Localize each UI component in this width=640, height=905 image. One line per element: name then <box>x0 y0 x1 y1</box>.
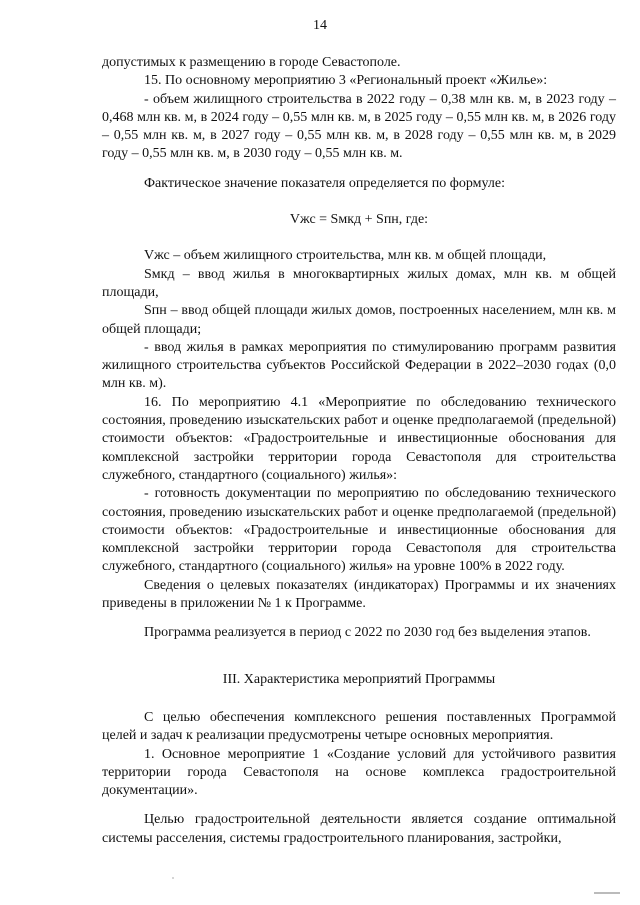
paragraph-period: Программа реализуется в период с 2022 по 2030 год без выделения этапов. <box>144 625 591 641</box>
paragraph-item-15: 15. По основному мероприятию 3 «Региональный проект «Жилье»: <box>144 73 548 89</box>
paragraph-indicators: Сведения о целевых показателях (индикаторах) Программы и их значениях приведены в приложении № 1 к Программе. <box>102 577 616 612</box>
paragraph-goal: Целью градостроительной деятельности является создание оптимальной системы расселения, системы градостроительного планирования, застройки, <box>102 812 616 846</box>
scan-mark <box>594 892 620 894</box>
paragraph-def-spn: Sпн – ввод общей площади жилых домов, построенных населением, млн кв. м общей площади; <box>102 303 616 337</box>
formula: Vжс = Sмкд + Sпн, где: <box>289 212 429 228</box>
paragraph-readiness: - готовность документации по мероприятию по обследованию технического состояния, проведению изыскательских работ и оценке предполагаемой (предельной) стоимости объектов: «Градостроительные и инвестиционные обоснования для комплексной застройки территории города Севастополя для строительства служебного, стандартного (социального) жилья» на уровне 100% в 2022 году. <box>102 486 616 575</box>
section-heading: III. Характеристика мероприятий Программы <box>222 671 496 687</box>
paragraph-continuation: допустимых к размещению в городе Севастополе. <box>102 55 401 70</box>
paragraph-housing-volume: - объем жилищного строительства в 2022 году – 0,38 млн кв. м, в 2023 году – 0,468 млн кв. м, в 2024 году – 0,55 млн кв. м, в 2025 году – 0,55 млн кв. м, в 2026 году – 0,55 млн кв. м, в 2027 году – 0,55 млн кв. м, в 2028 году – 0,55 млн кв. м, в 2029 году – 0,55 млн кв. м, в 2030 году – 0,55 млн кв. м. <box>102 91 616 162</box>
paragraph-purpose: С целью обеспечения комплексного решения поставленных Программой целей и задач к реализации предусмотрены четыре основных мероприятия. <box>102 709 616 744</box>
paragraph-main-activity-1: 1. Основное мероприятие 1 «Создание условий для устойчивого развития территории города Севастополя на основе комплекса градостроительной документации». <box>102 746 616 799</box>
paragraph-def-smkd: Sмкд – ввод жилья в многоквартирных жилых домах, млн кв. м общей площади, <box>102 266 616 300</box>
scan-speck <box>172 877 174 879</box>
paragraph-stimulation: - ввод жилья в рамках мероприятия по стимулированию программ развития жилищного строительства субъектов Российской Федерации в 2022–2030 годах (0,0 млн кв. м). <box>102 339 616 392</box>
document-body <box>102 54 616 848</box>
paragraph-formula-intro: Фактическое значение показателя определяется по формуле: <box>144 175 505 191</box>
paragraph-def-vzhs: Vжс – объем жилищного строительства, млн кв. м общей площади, <box>144 248 547 264</box>
paragraph-item-16: 16. По мероприятию 4.1 «Мероприятие по обследованию технического состояния, проведению изыскательских работ и оценке предполагаемой (предельной) стоимости объектов: «Градостроительные и инвестиционные обоснования для комплексной застройки территории города Севастополя для строительства служебного, стандартного (социального) жилья»: <box>102 394 616 483</box>
page-number: 14 <box>313 18 327 33</box>
